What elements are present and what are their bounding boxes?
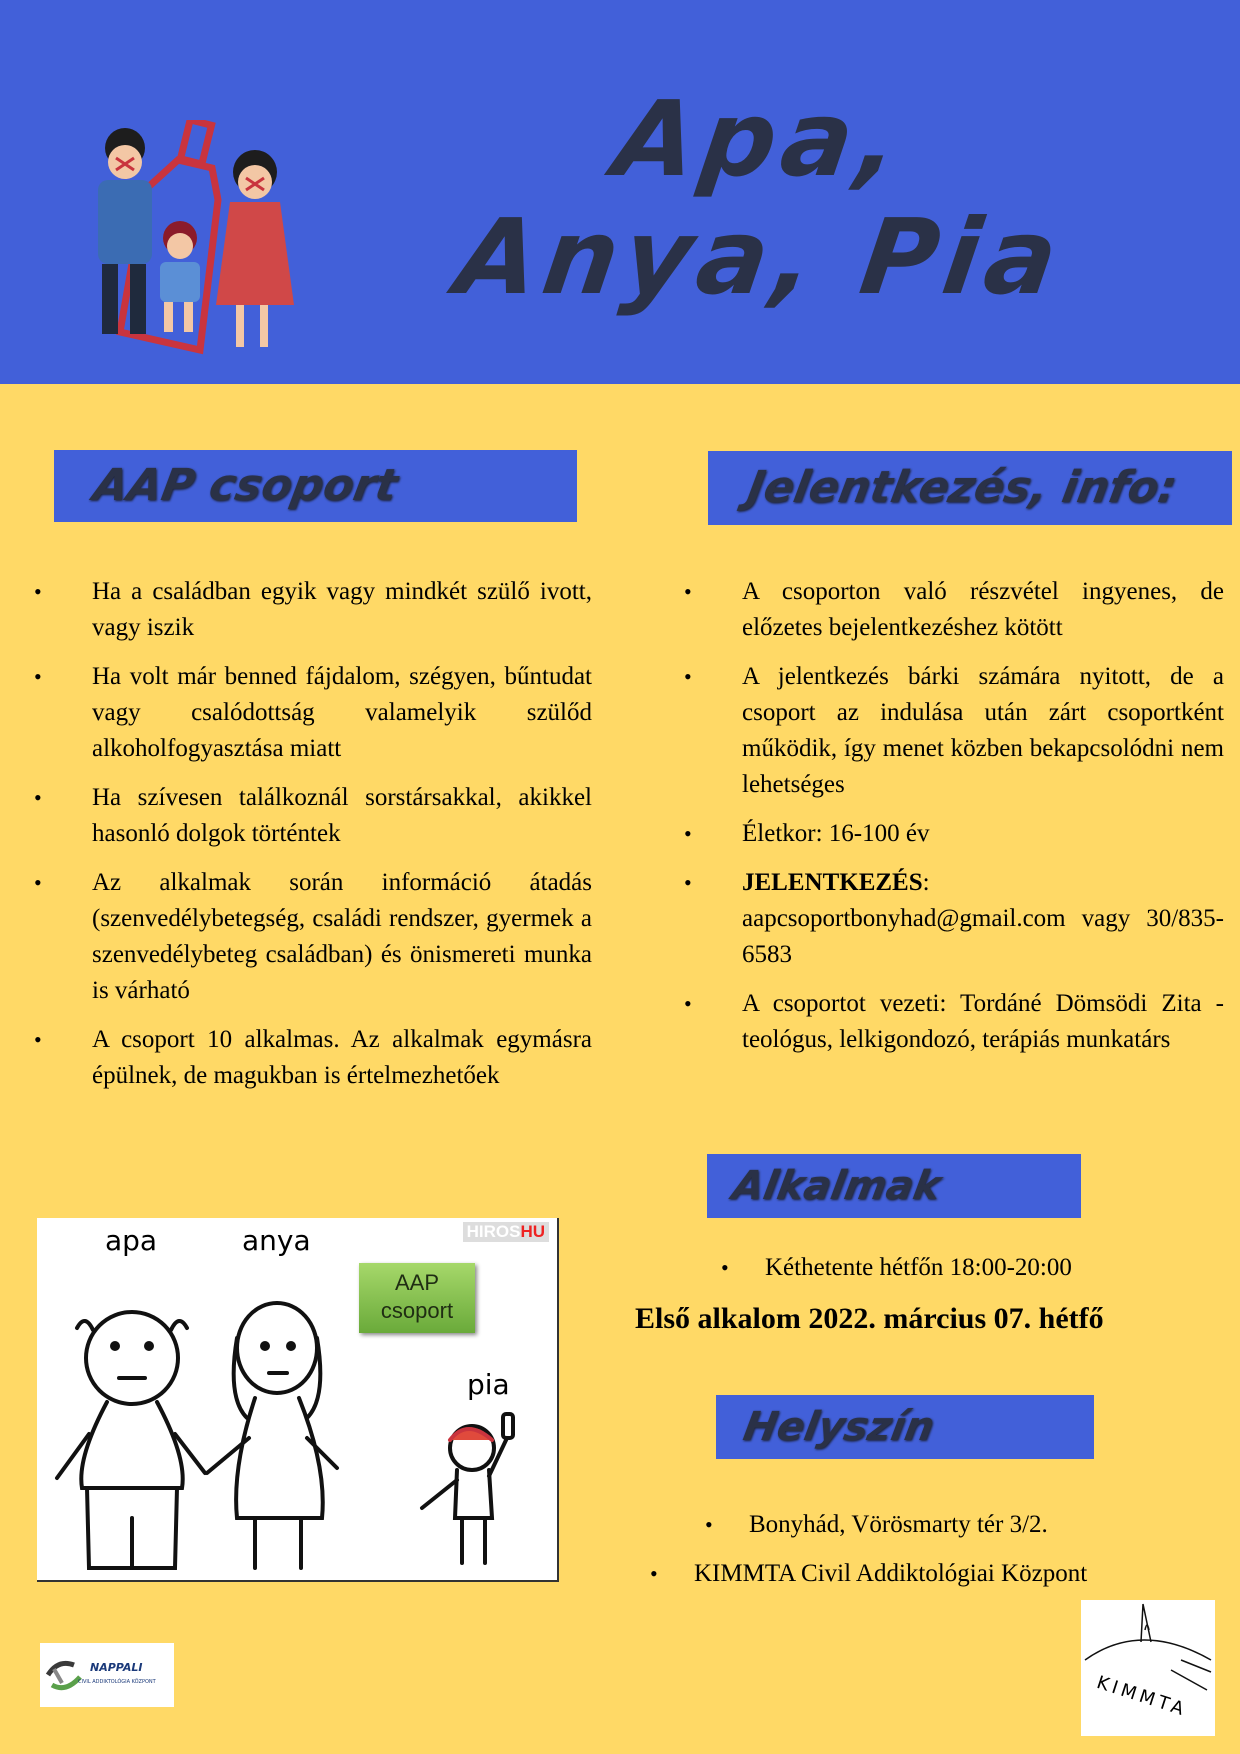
sessions-schedule: • Kéthetente hétfőn 18:00-20:00 xyxy=(765,1250,1072,1286)
list-item: • A csoport 10 alkalmas. Az alkalmak egymásra épülnek, de magukban is értelmezhetőek xyxy=(32,1022,592,1094)
family-bottle-illustration xyxy=(50,120,320,360)
apa-anya-pia-cartoon xyxy=(37,1218,559,1582)
list-item: • Ha szívesen találkoznál sorstársakkal, akikkel hasonló dolgok történtek xyxy=(32,780,592,852)
label-anya: anya xyxy=(242,1224,311,1257)
signup-info-header: Jelentkezés, info: xyxy=(708,451,1232,525)
list-item: • Ha volt már benned fájdalom, szégyen, bűntudat vagy csalódottság valamelyik szülőd alkoholfogyasztása miatt xyxy=(32,659,592,767)
signup-label: JELENTKEZÉS xyxy=(742,869,923,896)
list-item: • Életkor: 16-100 év xyxy=(682,816,1224,852)
kimmta-landscape-icon xyxy=(1081,1600,1215,1736)
poster-title xyxy=(400,80,1120,316)
sessions-header: Alkalmak xyxy=(707,1154,1081,1218)
top-banner xyxy=(0,0,1240,384)
aap-group-badge: AAP csoport xyxy=(359,1263,475,1333)
list-item: • A jelentkezés bárki számára nyitott, de a csoport az indulása után zárt csoportként működik, így menet közben bekapcsolódni nem lehetséges xyxy=(682,659,1224,803)
title-line-1: Apa, xyxy=(607,78,913,200)
location-address: • Bonyhád, Vörösmarty tér 3/2. xyxy=(749,1507,1048,1543)
first-session: Első alkalom 2022. március 07. hétfő xyxy=(635,1302,1104,1335)
signup-info-list xyxy=(682,574,1224,1071)
label-apa: apa xyxy=(105,1224,158,1257)
location-org: • KIMMTA Civil Addiktológiai Központ xyxy=(694,1556,1087,1592)
nappali-hands-icon xyxy=(44,1655,84,1695)
list-item: • Az alkalmak során információ átadás (szenvedélybetegség, családi rendszer, gyermek a szenvedélybeteg családban) és önismereti munka is várható xyxy=(32,865,592,1009)
source-watermark: HIROSHU xyxy=(463,1222,549,1242)
signup-contact: aapcsoportbonyhad@gmail.com vagy 30/835-6583 xyxy=(742,905,1224,968)
signup-item: • JELENTKEZÉS: aapcsoportbonyhad@gmail.com vagy 30/835-6583 xyxy=(682,865,1224,973)
list-item: • Ha a családban egyik vagy mindkét szülő ivott, vagy iszik xyxy=(32,574,592,646)
list-item: • A csoporton való részvétel ingyenes, de előzetes bejelentkezéshez kötött xyxy=(682,574,1224,646)
location-header: Helyszín xyxy=(716,1395,1094,1459)
aap-group-list xyxy=(32,574,592,1107)
aap-group-header: AAP csoport xyxy=(54,450,577,522)
label-pia: pia xyxy=(467,1368,510,1401)
leader-item: • A csoportot vezeti: Tordáné Dömsödi Zita - teológus, lelkigondozó, terápiás munkatárs xyxy=(682,986,1224,1058)
nappali-logo: NAPPALI CIVIL ADDIKTOLÓGIA KÖZPONT xyxy=(40,1643,174,1707)
kimmta-logo: KIMMTA xyxy=(1081,1600,1215,1736)
title-line-2: Anya, Pia xyxy=(449,196,1071,318)
